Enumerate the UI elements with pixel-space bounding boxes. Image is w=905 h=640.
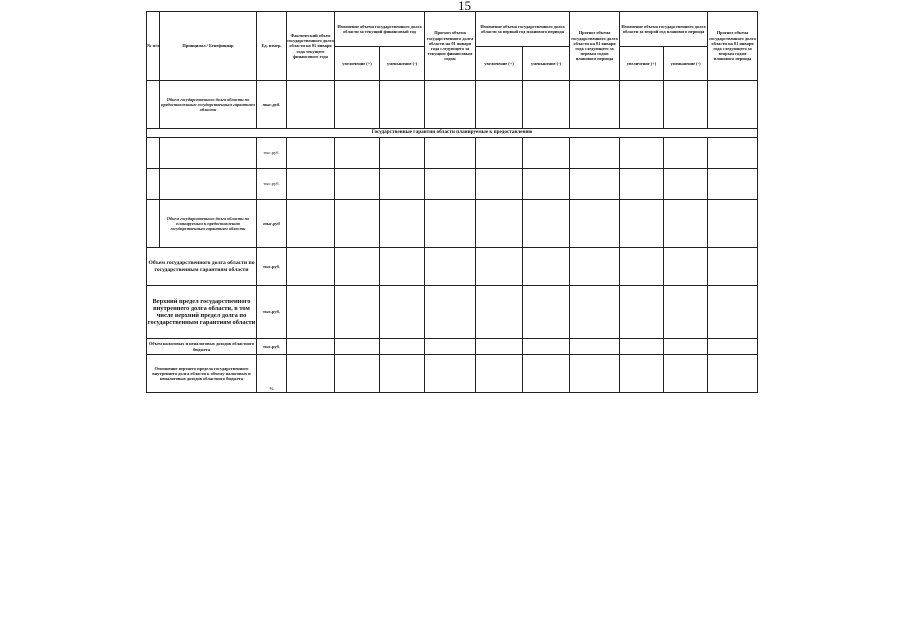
header-group-second: Изменение объема государственного долга области за второй год планового периода: [620, 12, 708, 47]
header-increase: увеличение (+): [335, 47, 380, 81]
header-increase: увеличение (+): [476, 47, 523, 81]
section-row: [147, 129, 758, 138]
header-decrease: уменьшение (-): [523, 47, 570, 81]
row-provided-label: Объем государственного долга области по предоставленным государственным гарантиям области: [160, 81, 257, 129]
header-principal: Принципал / Бенефициар: [160, 12, 257, 81]
table-row: [147, 286, 758, 339]
row-total-unit: тыс.руб.: [257, 248, 287, 286]
header-group-first: Изменение объема государственного долга области за первый год планового периода: [476, 12, 570, 47]
table-row: [147, 138, 758, 169]
header-forecast-second: Прогноз объема государственного долга области на 01 января года следующего за вторым годом планового периода: [708, 12, 758, 81]
row-upper-unit: тыс.руб.: [257, 286, 287, 339]
row-revenue-unit: тыс.руб.: [257, 339, 287, 355]
row-planned-label: Объем государственного долга области по планируемым к предоставлению государственным гарантиям области: [160, 200, 257, 248]
section-title: Государственные гарантии области планируемые к предоставлению: [147, 129, 758, 138]
header-forecast-current: Прогноз объема государственного долга области на 01 января года следующего за текущим финансовым годом: [425, 12, 476, 81]
header-increase: увеличение (+): [620, 47, 664, 81]
header-group-current: Изменение объема государственного долга области за текущий финансовый год: [335, 12, 425, 47]
row-ratio-label: Отношение верхнего предела государственного внутреннего долга области к объему налоговых и неналоговых доходов областного бюджета: [147, 355, 257, 393]
guarantees-table: [146, 11, 758, 393]
row-blank1-unit: тыс.руб.: [257, 138, 287, 169]
header-unit: Ед. измер.: [257, 12, 287, 81]
row-ratio-unit: %: [257, 355, 287, 393]
row-total-label: Объем государственного долга области по государственным гарантиям области: [147, 248, 257, 286]
header-decrease: уменьшение (-): [664, 47, 708, 81]
table-row: [147, 248, 758, 286]
header-num: № п/п: [147, 12, 160, 81]
row-revenue-label: Объем налоговых и неналоговых доходов областного бюджета: [147, 339, 257, 355]
table-row: [147, 355, 758, 393]
row-planned-unit: тыс.руб: [257, 200, 287, 248]
row-blank2-unit: тыс.руб.: [257, 169, 287, 200]
row-upper-label: Верхний предел государственного внутреннего долга области, в том числе верхний предел долга по государственным гарантиям области: [147, 286, 257, 339]
table-row: [147, 339, 758, 355]
header-actual: Фактический объем государственного долга области на 01 января года текущего финансового года: [287, 12, 335, 81]
row-provided-unit: тыс.руб.: [257, 81, 287, 129]
table-row: [147, 200, 758, 248]
table-row: [147, 169, 758, 200]
header-decrease: уменьшение (-): [380, 47, 425, 81]
table-row: [147, 81, 758, 129]
page-number: 15: [458, 0, 471, 13]
header-forecast-first: Прогноз объема государственного долга области на 01 января года следующего за первым годом планового периода: [570, 12, 620, 81]
